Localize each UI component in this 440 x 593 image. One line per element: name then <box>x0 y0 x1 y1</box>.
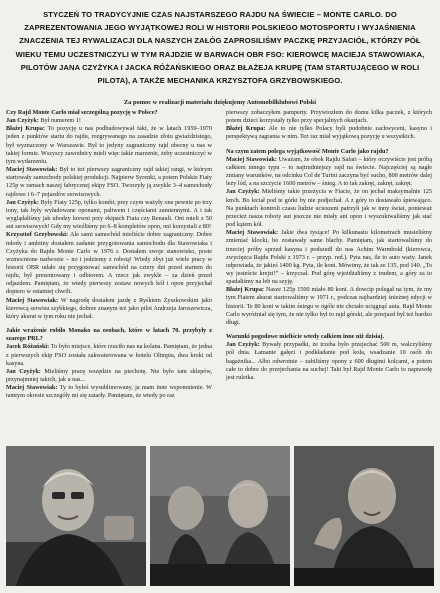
interview-question: Na czym zatem polega wyjątkowość Monte Carlo jako rajdu? <box>226 147 389 155</box>
answer-text: Ty to byłeś wysublimowany, ja mam inne wspomnienie. W tamtym okresie szczegóły mi się zatarły. Pamiętam, że wtedy po raz <box>6 384 212 400</box>
answer-text: Jakie dwa tysiące! Po kilkunastu kilometrach musieliśmy zmieniać klocki, bo zostawały same blachy. Pamiętam, jak startowaliśmy do trzeciej próby sprzed kasyna i podszedł do nas Achim Warmbold (kierowca, zwycięzca Rajdu Polski z 1973 r. – przyp. red.). Pyta nas, ile to auto waży. Janek odpowiada, że jakieś 1400 kg. Pyta, ile koni. Mówimy, że tak ze 135, pod 140. „To wy jesteście krejzi!” – krzyczał. Pod górę wjeżdżaliśmy z trudem, a góry za to spadaliśmy na łeb na szyję. <box>226 229 432 286</box>
interview-answer <box>6 343 212 367</box>
interview-answer <box>6 166 212 199</box>
answer-text: Bywały przypadki, że trzeba było przejechać 500 m, walczyliśmy pół dnia. Łamanie gałęzi i podkładanie pod koła, wsadzanie 10 osób do bagażnika... Albo odwrotnie – zabiliśmy opony z 600 długimi kolcami, a potem całe to dobre do przejechania na suchej! Taki był Rajd Monte Carlo to naprawdę jest ruletka. <box>226 341 432 381</box>
interview-answer <box>6 199 212 232</box>
interview-question: Jakie wrażenie robiło Monako na osobach, które w latach 70. przybyły z szarego PRL? <box>6 327 212 343</box>
answer-text: Mieliśmy takie przeżycia w Fiacie, że on jechał maksymalnie 125 km/h. Bo leciał pod te górki by nie podjechał. A z góry to dostawało śpiewająco. Na punktach kontroli czasu ludzie ucieszeni patrzyli jak w inny świat, ponieważ przecież nasza roboty aut jeszcze nie miały ani opon i wyszukiwaliśmy jak stać pod kątem kół. <box>226 188 432 229</box>
speaker-name: Jan Czyżyk: <box>226 188 260 196</box>
interview-answer <box>226 156 432 189</box>
answer-text: Nasze 125p 1500 miało 80 koni. A dowcip polegał na tym, że my tym Fiatem akurat startowaliśmy w 1971 r., podczas najbardziej śnieżnej edycji w historii. Te 80 koni w takim śniegu w ogóle nie chciało uciągnąć auta. Rajd Monte Carlo wyróżniał się tym, że nie tylko był to rajd górski, ale przejazd był też bardzo długi. <box>226 286 432 326</box>
interview-answer <box>6 117 212 125</box>
paragraph: pierwszy zobaczyłem pamperty. Przywiozłem do domu kilka paczek, z których potem dzieci korzystały tylko przy specjalnych okazjach. <box>226 109 432 125</box>
speaker-name: Jacek Różański: <box>6 343 50 351</box>
speaker-name: Jan Czyżyk: <box>6 367 41 375</box>
answer-text: Były Fiaty 125p, tylko kombi, przy czym ważyły one pewnie po trzy tony, tak były wyładowane oponami, paliwem i częściami zamiennymi. A i tak wyglądaliśmy jak ubodzy krewni przy ekipach Fiata czy Renault. Oni mieli z 50 aut serwisowych! Gdy my wieźliśmy po 6–8 kompletów opon, oni korzystali z 80! <box>6 198 212 231</box>
interview-answer <box>226 286 432 327</box>
interview-question: Warunki pogodowe mieliście wtedy całkiem inne niż dzisiaj. <box>226 333 385 341</box>
answer-text: Był to też pierwszy zagraniczny rajd takiej rangi, w którym startowały samochody polskiej produkcji. Najpierw Syrenki, a potem Polskie Fiaty 125p w ramach naszej fabrycznej ekipy FSO. Tworzyły ją zwykle 3–4 samochody rajdowe i 6–7 pojazdów serwisowych. <box>6 166 212 198</box>
interview-answer <box>6 384 212 400</box>
interview-question: Czy Rajd Monte Carlo miał szczególną pozycję w Polsce? <box>6 109 158 116</box>
photo-man-gesturing <box>294 446 434 586</box>
speaker-name: Błażej Krupa: <box>226 125 266 133</box>
left-column <box>6 109 212 443</box>
speaker-name: Błażej Krupa: <box>226 286 264 294</box>
photo-men-at-table-icon <box>150 446 290 586</box>
speaker-name: Jan Czyżyk: <box>6 117 39 125</box>
answer-text: Ale sami samochód mieliście dobre zagraniczny. Dobre młody i ambitny dostałem zadanie przygotowania samochodu dla Stawowiaka i Czyżyka do Rajdu Monte Carlo w 1976 r. Dostałem swoje stanowisko, poste wzmocnione nadwozie – no i jedziemy z robotą! Wtedy zbyt już wiele pracy w historii OBR udało się przygotować samochód na cztery dni przed startem do rajdu, był prezentowany i odbiorem. A rzecz jak zwykle – za dzień przed odjazdem. Pamiętam, że wtedy pierwszy zestaw nowych kół i opon przyjechał dopiero w ostatniej chwili. <box>6 231 212 296</box>
photo-elderly-man-speaking <box>6 446 146 586</box>
answer-text: Ale to nie tylko Polacy byli podobnie zachwyceni, kasyno i perspektywą zagrania w nim. Też raz miał wyjątkową pozycję u wszystkich. <box>226 125 432 141</box>
speaker-name: Maciej Stawowiak: <box>6 384 58 392</box>
answer-text: Był numerem 1! <box>40 117 81 125</box>
acknowledgement-line: Za pomoc w realizacji materiału dziękujemy Automobilklubowi Polski <box>123 99 317 106</box>
speaker-name: Maciej Stawowiak: <box>6 296 59 304</box>
intro-heading: STYCZEŃ TO TRADYCYJNIE CZAS NAJSTARSZEGO RAJDU NA ŚWIECIE – MONTE CARLO. DO ZAPREZENTOWANIA JEGO WYJĄTKOWEJ ROLI W HISTORII POLSKIEGO MOTOSPORTU I WYJAŚNIENIA ZNACZENIA TEJ RYWALIZACJI DLA NASZYCH ZAŁÓG ZAPROSILIŚMY PACZKĘ PRZYJACIÓŁ, KTÓRZY PÓŁ WIEKU TEMU UCZESTNICZYLI W TYM RAJDZIE W BARWACH OBR FSO: KIEROWCĘ MACIEJA STAWOWIAKA, PILOTÓW JANA CZYŻYKA I JACKA RÓŻAŃSKIEGO ORAZ BŁAŻEJA KRUPĘ (TAM STARTUJĄCEGO W ROLI PILOTA), A TAKŻE MECHANIKA KRZYSZTOFA GRZYBOWSKIEGO. <box>15 10 425 86</box>
interview-answer <box>226 188 432 229</box>
speaker-name: Maciej Stawowiak: <box>226 229 279 237</box>
speaker-name: Jan Czyżyk: <box>6 198 39 206</box>
interview-answer <box>226 229 432 286</box>
speaker-name: Jan Czyżyk: <box>226 341 260 349</box>
right-column <box>226 109 432 443</box>
photo-man-gesturing-icon <box>294 446 434 586</box>
answer-text: W nagrodę dostałem jazdę z Ryśkiem Żyszkowskim jako kierowcą serwisu szybkiego, dobrze znanym też jako pilot Andrzeja Jaroszewicza, który akurat w tym roku nie jechał. <box>6 296 212 320</box>
answer-text: Uważam, że obok Rajdu Safari – który oczywiście jest próbą całkiem innego typu – to najtrudniejszy rajd na świecie. Najczęściej są nagłe zmiany warunków, na odcinku Col de Turini zaczyna być sucho, 800 metrów dalej leży lód, a na szczycie 1600 metrów – śnieg. A to tak zakręt, zakręt, zakręt. <box>226 155 432 188</box>
interview-answer <box>6 297 212 321</box>
answer-text: Mieliśmy pracę wszędzie na piechotę. Nie było tam sklepów, przynajmniej takich, jak u nas... <box>6 367 212 383</box>
speaker-name: Błażej Krupa: <box>6 125 45 133</box>
article-body <box>6 109 436 443</box>
photo-men-at-table <box>150 446 290 586</box>
speaker-name: Maciej Stawowiak: <box>226 155 277 163</box>
answer-text: To pozycję u nas podbudowywał fakt, że w latach 1959–1970 jeden z punktów startu do rajdu, rozgrywanego na zasadzie złotu gwiaździstego, był wyznaczony w Warszawie. Był to jedyny zagraniczny rajd obecny u nas w takiej formie. Wszyscy zawodnicy mieli więc takie marzenie, żeby uczestniczyć w tym wydarzeniu. <box>6 125 212 165</box>
answer-text: To było miejsce, które rzuciło nas na kolana. Pamiętam, że jedna z pierwszych ekip FSO została zakwaterowana w hotelu Olimpia, dwa kroki od kasyna. <box>6 343 212 367</box>
photo-elderly-man-speaking-icon <box>6 446 146 586</box>
interview-answer <box>226 341 432 382</box>
interview-answer <box>6 231 212 296</box>
interview-answer <box>226 125 432 141</box>
interview-answer <box>6 125 212 166</box>
speaker-name: Krzysztof Grzybowski: <box>6 231 69 239</box>
photo-strip <box>6 446 434 586</box>
speaker-name: Maciej Stawowiak: <box>6 166 58 174</box>
interview-answer <box>6 368 212 384</box>
